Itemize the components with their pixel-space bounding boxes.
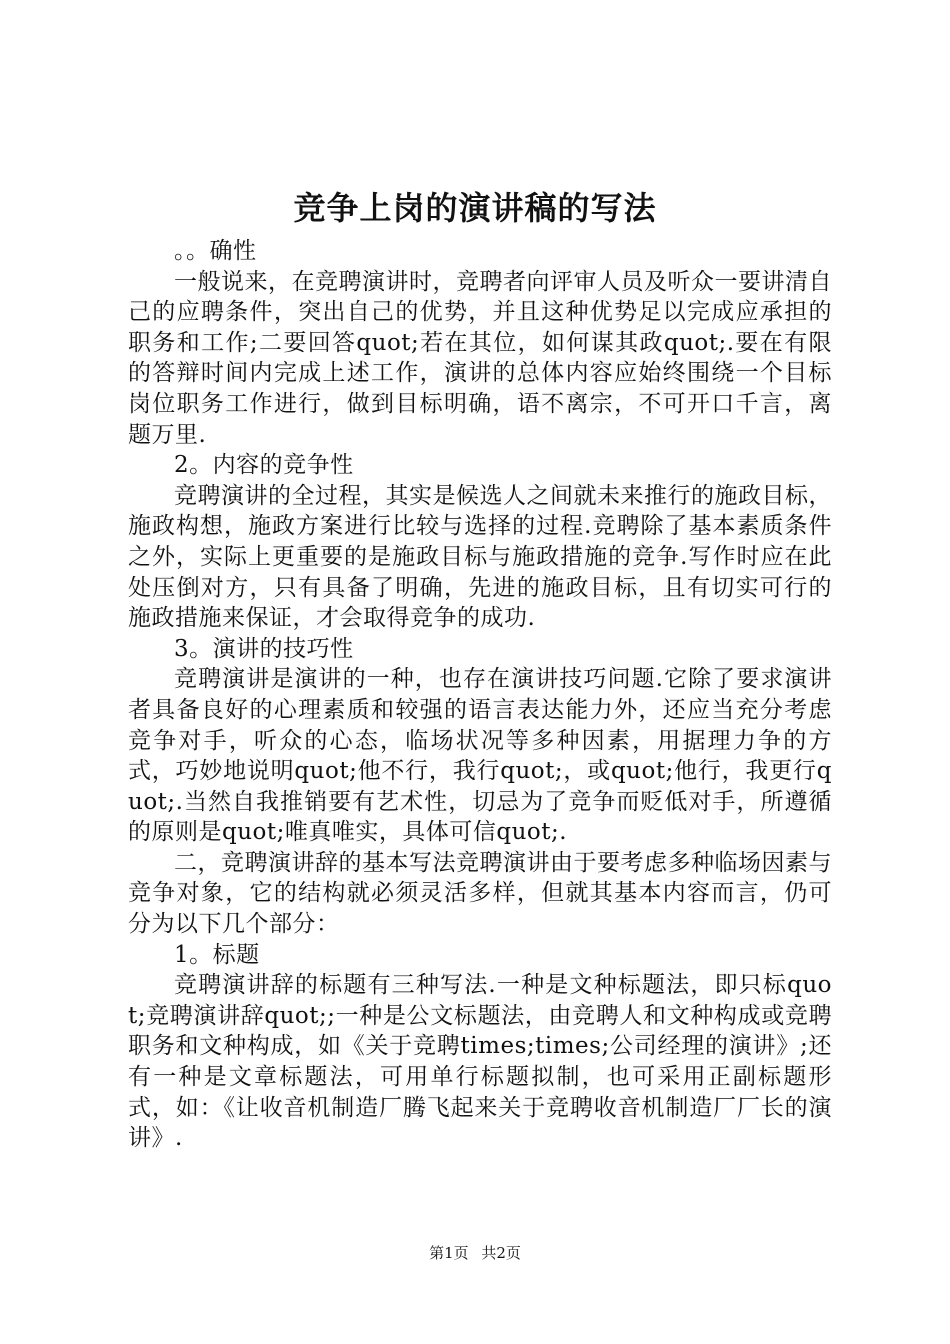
paragraph: 竞聘演讲是演讲的一种，也存在演讲技巧问题.它除了要求演讲者具备良好的心理素质和较强的语言表达能力外，还应当充分考虑竞争对手，听众的心态，临场状况等多种因素，用据理力争的方式，巧妙地说明quot;他不行，我行quot;，或quot;他行，我更行quot;.当然自我推销要有艺术性，切忌为了竞争而贬低对手，所遵循的原则是quot;唯真唯实，具体可信quot;. [128,666,832,846]
page-footer [0,1242,950,1264]
section-heading: 3。演讲的技巧性 [174,635,354,662]
document-body [128,236,832,1154]
paragraph: 二，竞聘演讲辞的基本写法竞聘演讲由于要考虑多种临场因素与竞争对象，它的结构就必须灵活多样，但就其基本内容而言，仍可分为以下几个部分： [128,849,832,938]
paragraph: 竞聘演讲辞的标题有三种写法.一种是文种标题法，即只标quot;竞聘演讲辞quot;;一种是公文标题法，由竞聘人和文种构成或竞聘职务和文种构成，如《关于竞聘times;times;公司经理的演讲》;还有一种是文章标题法，可用单行标题拟制，也可采用正副标题形式，如：《让收音机制造厂腾飞起来关于竞聘收音机制造厂厂长的演讲》. [128,972,832,1152]
paragraph: 一般说来，在竞聘演讲时，竞聘者向评审人员及听众一要讲清自己的应聘条件，突出自己的优势，并且这种优势足以完成应承担的职务和工作;二要回答quot;若在其位，如何谋其政quot;.要在有限的答辩时间内完成上述工作，演讲的总体内容应始终围绕一个目标岗位职务工作进行，做到目标明确，语不离宗，不可开口千言，离题万里. [128,268,832,448]
document-title: 竞争上岗的演讲稿的写法 [293,189,657,227]
section-heading: 2。内容的竞争性 [174,452,354,479]
section-heading: 1。标题 [174,941,260,968]
page-total: 共2页 [481,1244,521,1262]
paragraph: 。。确性 [174,238,257,264]
page-number: 第1页 [429,1244,469,1262]
paragraph: 竞聘演讲的全过程，其实是候选人之间就未来推行的施政目标，施政构想，施政方案进行比较与选择的过程.竞聘除了基本素质条件之外，实际上更重要的是施政目标与施政措施的竞争.写作时应在此处压倒对方，只有具备了明确，先进的施政目标，且有切实可行的施政措施来保证，才会取得竞争的成功. [128,482,832,632]
